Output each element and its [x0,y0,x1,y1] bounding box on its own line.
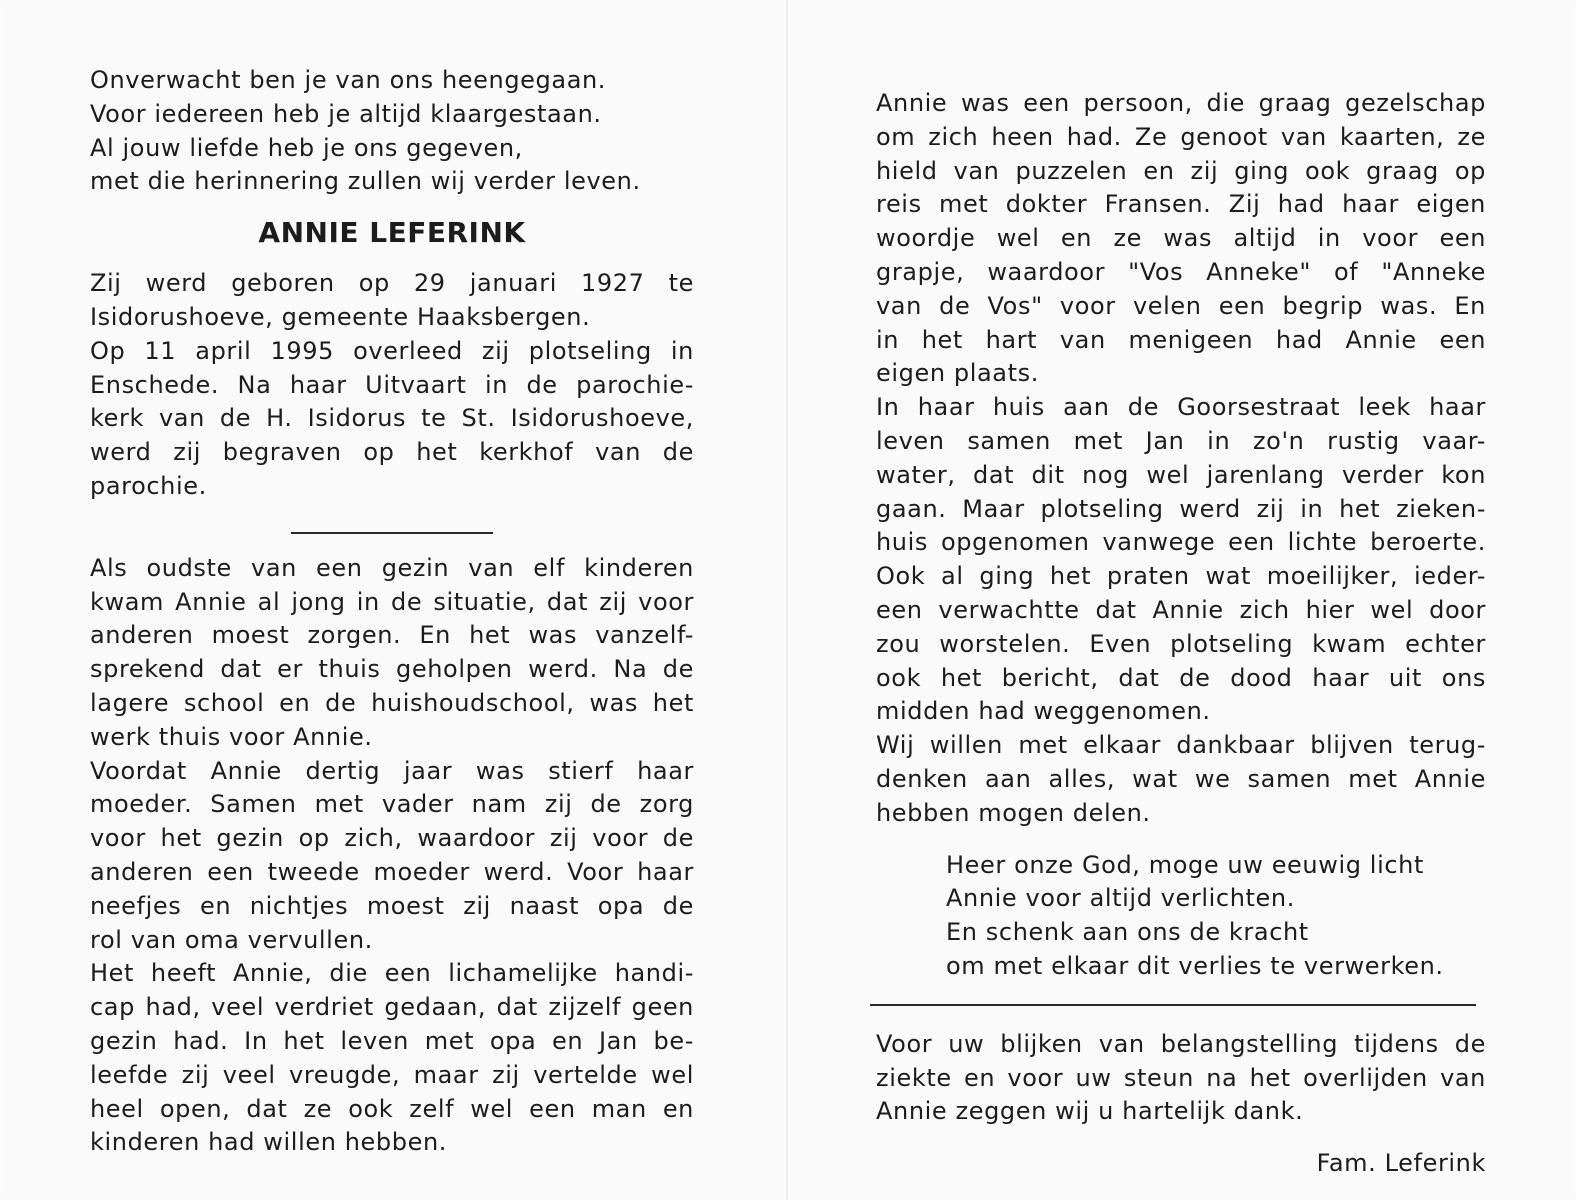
text-line: in het hart van menigeen had Annie een [876,325,1486,354]
text-line: lagere school en de huishoudschool, was het [90,688,694,717]
signature: Fam. Leferink [1316,1149,1486,1178]
opening-poem [90,64,694,199]
text-line: leven samen met Jan in zo'n rustig vaar- [876,426,1486,455]
poem-line: met die herinnering zullen wij verder leven. [90,167,641,196]
text-line: gezin had. In het leven met opa en Jan be- [90,1026,694,1055]
text-line: Het heeft Annie, die een lichamelijke handi- [90,959,694,988]
text-line: neefjes en nichtjes moest zij naast opa de [90,891,694,920]
poem-line: Onverwacht ben je van ons heengegaan. [90,66,607,94]
prayer-line: Heer onze God, moge uw eeuwig licht [946,850,1424,879]
biography-paragraph-2 [90,755,694,958]
deceased-name: ANNIE LEFERINK [258,216,526,250]
text-line: eigen plaats. [876,359,1039,388]
text-line: cap had, veel verdriet gedaan, dat zijzelf geen [90,993,694,1022]
text-line: Als oudste van een gezin van elf kinderen [90,553,694,582]
text-line: In haar huis aan de Goorsestraat leek haar [876,393,1486,422]
prayer-line: om met elkaar dit verlies te verwerken. [946,951,1444,980]
text-line: woordje wel en ze was altijd in voor een [876,224,1486,253]
text-line: heel open, dat ze ook zelf wel een man en [90,1094,694,1123]
text-line: Annie was een persoon, die graag gezelschap [876,89,1486,117]
death-paragraph [90,335,694,504]
text-line: een verwachtte dat Annie zich hier wel door [876,595,1486,624]
biography-paragraph-3 [90,957,694,1160]
text-line: reis met dokter Fransen. Zij had haar eigen [876,190,1486,219]
poem-line: Voor iedereen heb je altijd klaargestaan. [90,99,602,128]
text-line: kwam Annie al jong in de situatie, dat zij voor [90,587,694,616]
prayer [946,849,1486,984]
poem-line: Al jouw liefde heb je ons gegeven, [90,133,523,162]
text-line: Op 11 april 1995 overleed zij plotseling in [90,336,694,365]
text-line: sprekend dat er thuis geholpen werd. Na de [90,655,694,684]
text-line: hield van puzzelen en zij ging ook graag op [876,156,1486,185]
final-days-paragraph [876,391,1486,729]
text-line: water, dat dit nog wel jarenlang verder kon [876,460,1486,489]
fold-line [786,0,788,1200]
text-line: voor het gezin op zich, waardoor zij voor de [90,824,694,853]
text-line: denken aan alles, wat we samen met Annie [876,764,1486,793]
text-line: leefde zij veel vreugde, maar zij vertelde wel [90,1060,694,1089]
text-line: kinderen had willen hebben. [90,1128,447,1157]
text-line: parochie. [90,471,207,500]
text-line: werd zij begraven op het kerkhof van de [90,438,694,467]
text-line: ziekte en voor uw steun na het overlijden van [876,1063,1486,1092]
text-line: zou worstelen. Even plotseling kwam echter [876,629,1486,658]
remembrance-paragraph [876,729,1486,830]
text-line: werk thuis voor Annie. [90,722,373,751]
thanks-paragraph [876,1028,1486,1129]
prayer-line: En schenk aan ons de kracht [946,918,1309,947]
left-column [90,64,694,1160]
text-line: anderen een tweede moeder werd. Voor haar [90,857,694,886]
text-line: Voor uw blijken van belangstelling tijdens de [876,1029,1486,1058]
text-line: Isidorushoeve, gemeente Haaksbergen. [90,302,591,331]
right-column [876,87,1486,1181]
text-line: gaan. Maar plotseling werd zij in het zieken- [876,494,1486,523]
text-line: huis opgenomen vanwege een lichte beroerte. [876,528,1486,557]
personality-paragraph [876,87,1486,391]
text-line: van de Vos" voor velen een begrip was. En [876,291,1486,320]
text-line: Wij willen met elkaar dankbaar blijven terug- [876,731,1486,760]
biography-paragraph-1 [90,552,694,755]
text-line: anderen moest zorgen. En het was vanzelf- [90,621,694,650]
divider [291,532,493,534]
text-line: Enschede. Na haar Uitvaart in de parochie- [90,370,694,399]
birth-paragraph [90,267,694,335]
text-line: om zich heen had. Ze genoot van kaarten, ze [876,122,1486,151]
text-line: Annie zeggen wij u hartelijk dank. [876,1097,1304,1126]
text-line: rol van oma vervullen. [90,925,373,954]
text-line: hebben mogen delen. [876,798,1151,827]
prayer-line: Annie voor altijd verlichten. [946,884,1295,913]
text-line: grapje, waardoor "Vos Anneke" of "Anneke [876,257,1486,286]
text-line: Zij werd geboren op 29 januari 1927 te [90,269,694,298]
text-line: midden had weggenomen. [876,697,1211,726]
text-line: Ook al ging het praten wat moeilijker, ieder- [876,562,1486,591]
text-line: moeder. Samen met vader nam zij de zorg [90,790,694,819]
divider [870,1004,1476,1006]
text-line: ook het bericht, dat de dood haar uit ons [876,663,1486,692]
text-line: Voordat Annie dertig jaar was stierf haar [90,756,694,785]
text-line: kerk van de H. Isidorus te St. Isidorushoeve, [90,404,694,433]
